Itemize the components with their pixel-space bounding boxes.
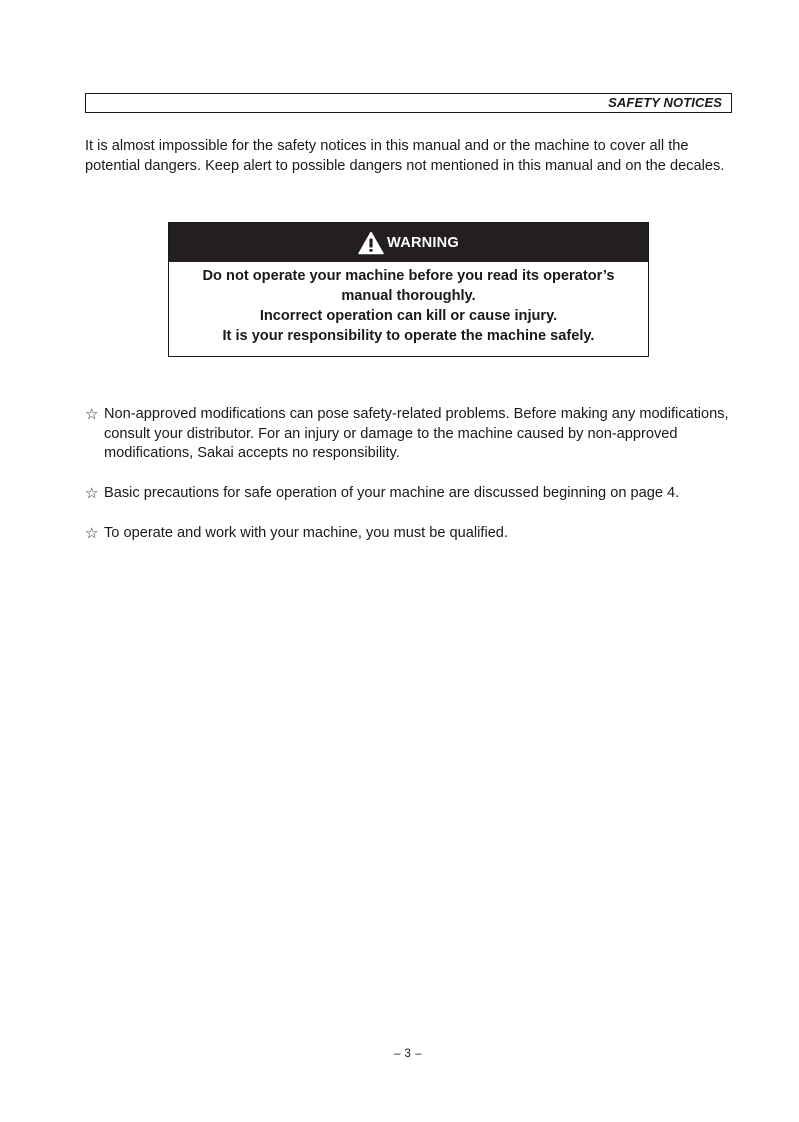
warning-box bbox=[168, 222, 649, 357]
warning-title: WARNING bbox=[387, 234, 459, 251]
warning-line: It is your responsibility to operate the machine safely. bbox=[222, 328, 595, 344]
star-icon: ☆ bbox=[85, 524, 99, 542]
star-icon: ☆ bbox=[85, 405, 99, 423]
warning-triangle-icon bbox=[358, 231, 384, 255]
warning-header bbox=[169, 223, 648, 262]
section-header bbox=[85, 93, 732, 113]
notice-text: To operate and work with your machine, you must be qualified. bbox=[104, 525, 508, 541]
page-number: – 3 – bbox=[393, 1048, 423, 1060]
notice-text: Non-approved modifications can pose safety-related problems. Before making any modifications, consult your distributor. For an injury or damage to the machine caused by non-approved modifications, Sakai accepts no responsibility. bbox=[104, 406, 729, 462]
warning-body bbox=[169, 262, 648, 346]
intro-paragraph: It is almost impossible for the safety notices in this manual and or the machine to cover all the potential dangers. Keep alert to possible dangers not mentioned in this manual and on the decales. bbox=[85, 138, 725, 174]
star-icon: ☆ bbox=[85, 484, 99, 502]
warning-line: Do not operate your machine before you read its operator’s bbox=[202, 268, 615, 284]
notice-text: Basic precautions for safe operation of your machine are discussed beginning on page 4. bbox=[104, 485, 680, 501]
notice-item bbox=[85, 405, 735, 464]
warning-line: Incorrect operation can kill or cause injury. bbox=[259, 308, 558, 324]
notice-item bbox=[85, 524, 735, 544]
section-title: SAFETY NOTICES bbox=[608, 95, 722, 110]
notice-item bbox=[85, 484, 735, 504]
warning-line: manual thoroughly. bbox=[341, 288, 476, 304]
